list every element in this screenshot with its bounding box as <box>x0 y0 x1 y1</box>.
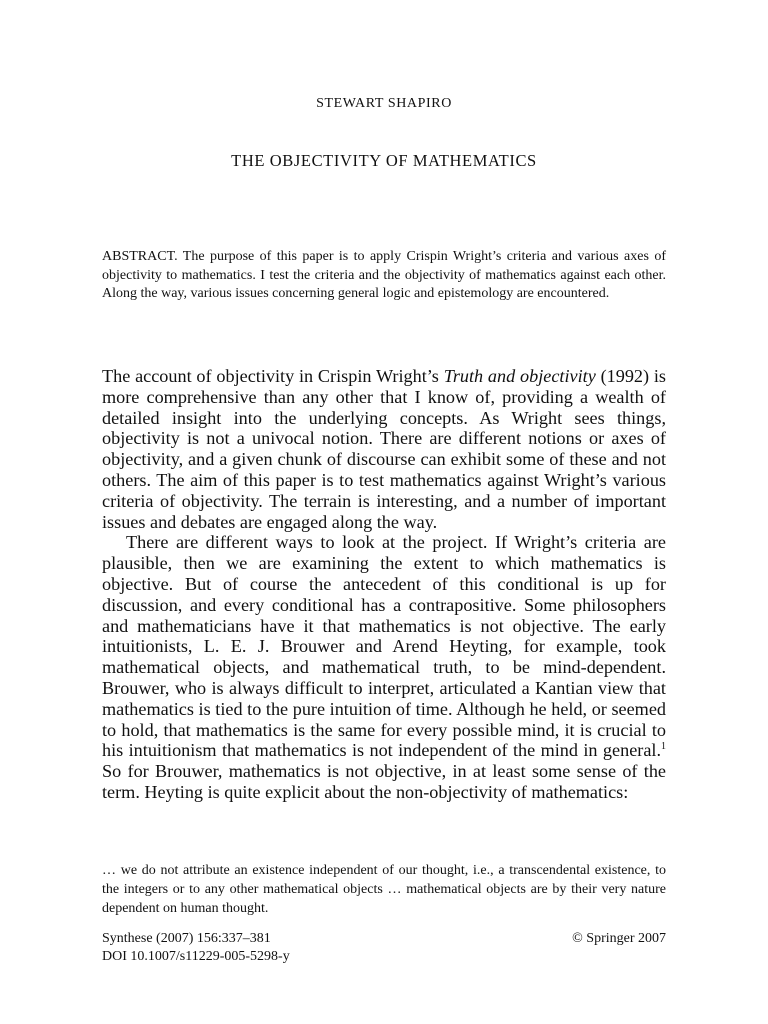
block-quote: … we do not attribute an existence independent of our thought, i.e., a transcendental existence, to the integers or to any other mathematical objects … mathematical objects are by their very nature dependent on human thought. <box>102 863 666 916</box>
abstract <box>102 248 666 304</box>
journal-citation: Synthese (2007) 156:337–381 <box>102 931 271 946</box>
author-name: STEWART SHAPIRO <box>316 96 452 111</box>
abstract-text: The purpose of this paper is to apply Crispin Wright’s criteria and various axes of objectivity to mathematics. I test the criteria and the objectivity of mathematics against each other. Along the way, various issues concerning general logic and epistemology are encountered. <box>102 249 666 301</box>
paper-page <box>102 0 666 1024</box>
footnote-marker[interactable]: 1 <box>661 741 666 753</box>
paper-title: THE OBJECTIVITY OF MATHEMATICS <box>231 151 537 170</box>
paragraph-1-intro: The account of objectivity in Crispin Wright’s <box>102 366 439 386</box>
doi: DOI 10.1007/s11229-005-5298-y <box>102 949 290 964</box>
paragraph-1-rest: (1992) is more comprehensive than any other that I know of, providing a wealth of detailed insight into the underlying concepts. As Wright sees things, objectivity is not a univocal notion. There are different notions or axes of objectivity, and a given chunk of discourse can exhibit some of these and not others. The aim of this paper is to test mathematics against Wright’s various criteria of objectivity. The terrain is interesting, and a number of important issues and debates are engaged along the way. <box>102 366 667 532</box>
body-paragraph-2 <box>102 532 666 802</box>
abstract-label: ABSTRACT. <box>102 249 178 264</box>
copyright-notice: © Springer 2007 <box>572 931 666 946</box>
page-footer <box>102 930 666 966</box>
paragraph-2-rest: So for Brouwer, mathematics is not objective, in at least some sense of the term. Heyting is quite explicit about the non-objectivity of mathematics: <box>102 761 666 802</box>
body-text <box>102 366 666 803</box>
cited-book-title: Truth and objectivity <box>443 366 596 386</box>
body-paragraph-1 <box>102 366 666 532</box>
paragraph-2-main: There are different ways to look at the project. If Wright’s criteria are plausible, then we are examining the extent to which mathematics is objective. But of course the antecedent of this conditional is up for discussion, and every conditional has a contrapositive. Some philosophers and mathematicians have it that mathematics is not objective. The early intuitionists, L. E. J. Brouwer and Arend Heyting, for example, took mathematical objects, and mathematical truth, to be mind-dependent. Brouwer, who is always difficult to interpret, articulated a Kantian view that mathematics is tied to the pure intuition of time. Although he held, or seemed to hold, that mathematics is the same for every possible mind, it is crucial to his intuitionism that mathematics is not independent of the mind in general. <box>102 532 666 761</box>
footer-row <box>102 930 666 948</box>
